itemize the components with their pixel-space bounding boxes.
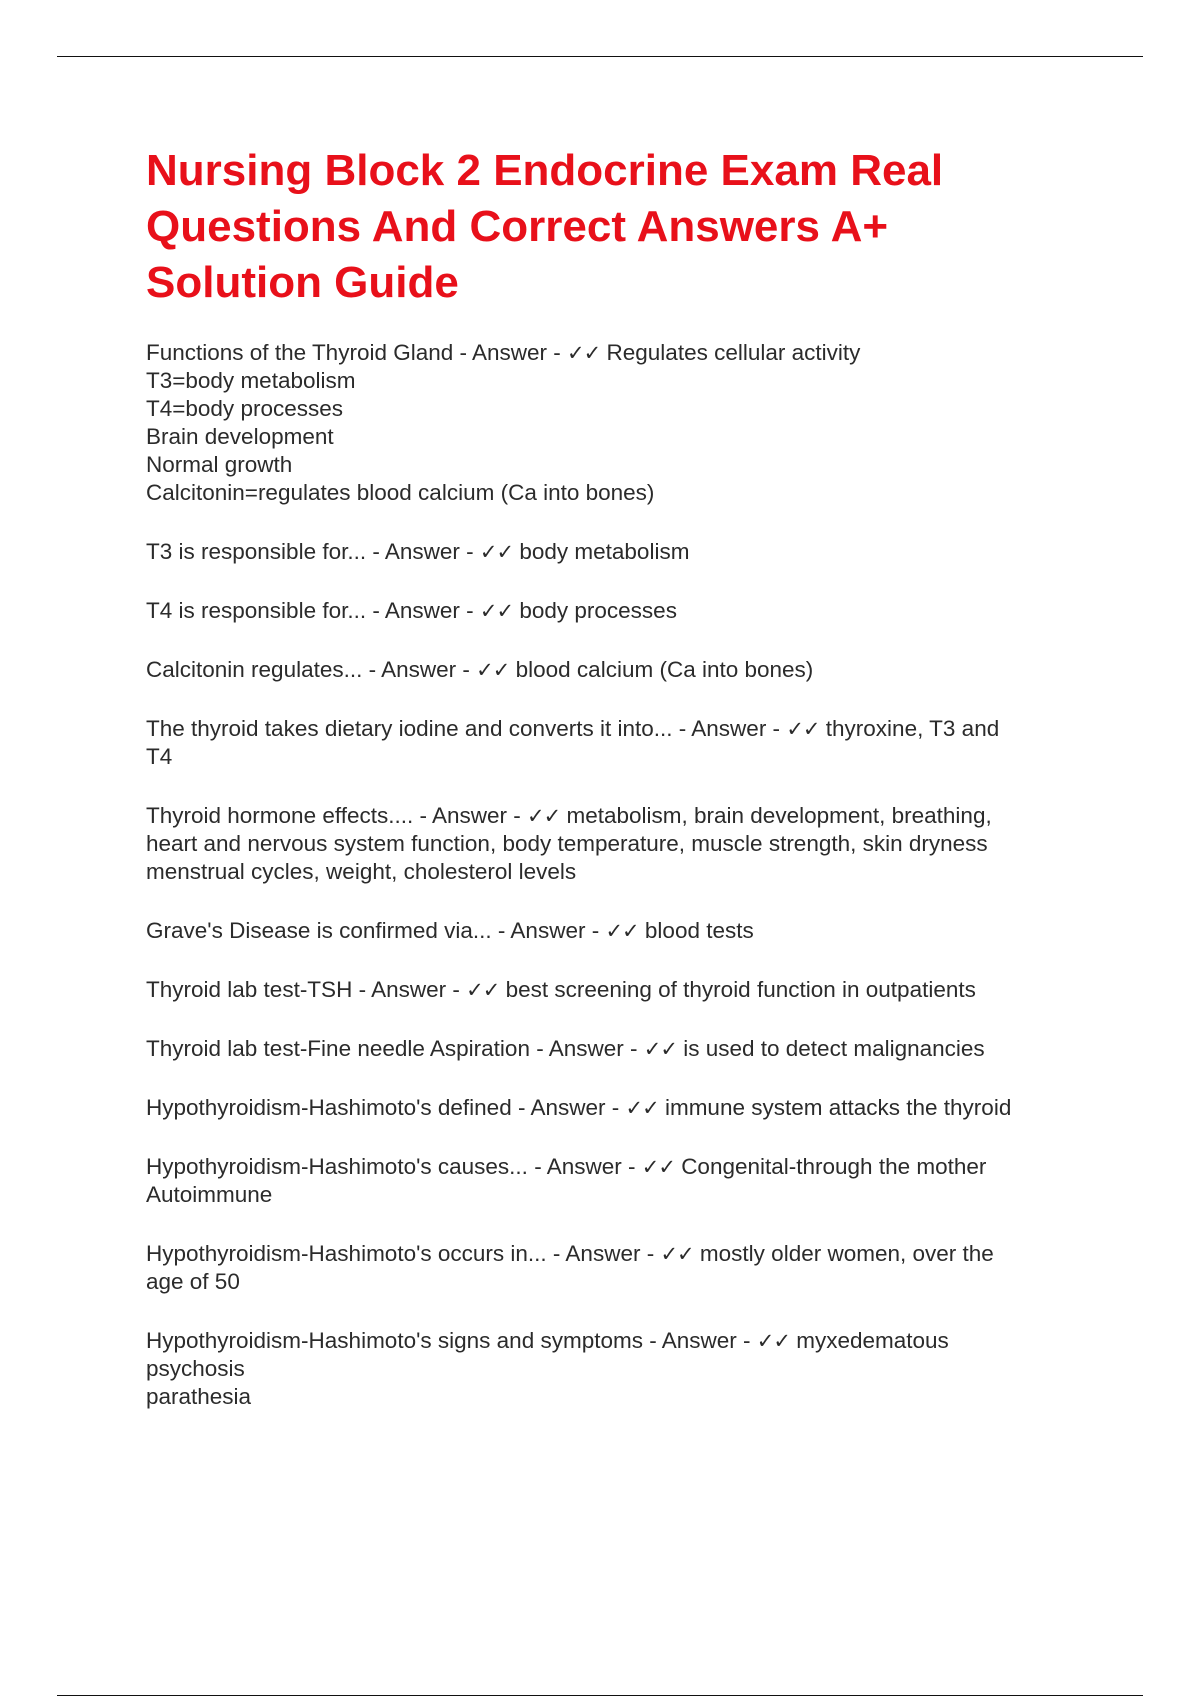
double-check-icon: ✓✓ — [527, 804, 561, 828]
answer-separator: - Answer - — [672, 716, 787, 741]
double-check-icon: ✓✓ — [479, 540, 514, 564]
qa-question: Hypothyroidism-Hashimoto's occurs in... — [146, 1241, 547, 1266]
document-title — [146, 143, 1096, 311]
double-check-icon: ✓✓ — [605, 919, 639, 943]
qa-answer-line: Autoimmune — [146, 1182, 273, 1207]
qa-answer: immune system attacks the thyroid — [664, 1095, 1012, 1120]
qa-question: Hypothyroidism-Hashimoto's signs and symptoms — [146, 1328, 643, 1353]
qa-item — [146, 1327, 1096, 1411]
qa-first-line — [146, 1153, 1096, 1181]
qa-question: Functions of the Thyroid Gland — [146, 340, 454, 365]
qa-answer: blood tests — [644, 918, 754, 943]
answer-separator: - Answer - — [491, 918, 606, 943]
answer-separator: - Answer - — [527, 1154, 642, 1179]
answer-separator: - Answer - — [529, 1036, 644, 1061]
qa-answer: blood calcium (Ca into bones) — [515, 657, 814, 682]
qa-answer-line: Calcitonin=regulates blood calcium (Ca into bones) — [146, 480, 655, 505]
qa-answer: Congenital-through the mother — [681, 1154, 987, 1179]
qa-item — [146, 976, 1096, 1004]
double-check-icon: ✓✓ — [786, 717, 820, 741]
qa-first-line — [146, 976, 1096, 1004]
title-line: Nursing Block 2 Endocrine Exam Real — [146, 146, 944, 195]
double-check-icon: ✓✓ — [625, 1096, 659, 1120]
qa-first-line — [146, 339, 1096, 367]
qa-item — [146, 917, 1096, 945]
qa-question: Thyroid lab test-Fine needle Aspiration — [146, 1036, 530, 1061]
qa-first-line — [146, 1327, 1096, 1355]
qa-question: T4 is responsible for... — [146, 598, 367, 623]
qa-item — [146, 339, 1096, 507]
qa-item — [146, 802, 1096, 886]
qa-answer-line: heart and nervous system function, body temperature, muscle strength, skin dryness — [146, 831, 988, 856]
qa-answer-line: Normal growth — [146, 452, 293, 477]
qa-item — [146, 715, 1096, 771]
answer-separator: - Answer - — [453, 340, 568, 365]
qa-answer: body metabolism — [519, 539, 690, 564]
qa-item — [146, 1035, 1096, 1063]
qa-answer-line: menstrual cycles, weight, cholesterol levels — [146, 859, 577, 884]
qa-first-line — [146, 917, 1096, 945]
qa-answer-line: T4=body processes — [146, 396, 343, 421]
double-check-icon: ✓✓ — [641, 1155, 675, 1179]
qa-answer: metabolism, brain development, breathing, — [566, 803, 992, 828]
qa-answer: best screening of thyroid function in outpatients — [505, 977, 976, 1002]
qa-question: Hypothyroidism-Hashimoto's causes... — [146, 1154, 528, 1179]
double-check-icon: ✓✓ — [660, 1242, 694, 1266]
double-check-icon: ✓✓ — [643, 1037, 677, 1061]
qa-first-line — [146, 1240, 1096, 1268]
title-line: Solution Guide — [146, 258, 459, 307]
qa-answer: body processes — [519, 598, 677, 623]
qa-item — [146, 1240, 1096, 1296]
qa-answer-line: T3=body metabolism — [146, 368, 356, 393]
qa-question: Hypothyroidism-Hashimoto's defined — [146, 1095, 512, 1120]
qa-answer-line: T4 — [146, 744, 173, 769]
qa-first-line — [146, 656, 1096, 684]
document-body — [146, 143, 1096, 1442]
qa-answer: myxedematous — [796, 1328, 949, 1353]
qa-item — [146, 656, 1096, 684]
qa-question: Thyroid lab test-TSH — [146, 977, 353, 1002]
qa-answer: is used to detect malignancies — [683, 1036, 985, 1061]
qa-item — [146, 1094, 1096, 1122]
qa-first-line — [146, 597, 1096, 625]
qa-answer-line: parathesia — [146, 1384, 252, 1409]
qa-question: T3 is responsible for... — [146, 539, 367, 564]
answer-separator: - Answer - — [546, 1241, 661, 1266]
qa-answer: Regulates cellular activity — [606, 340, 861, 365]
double-check-icon: ✓✓ — [479, 599, 514, 623]
qa-answer-line: Brain development — [146, 424, 334, 449]
answer-separator: - Answer - — [642, 1328, 757, 1353]
answer-separator: - Answer - — [352, 977, 467, 1002]
qa-question: Calcitonin regulates... — [146, 657, 363, 682]
bottom-divider — [57, 1695, 1143, 1696]
qa-answer-line: psychosis — [146, 1356, 245, 1381]
answer-separator: - Answer - — [511, 1095, 626, 1120]
qa-answer-line: age of 50 — [146, 1269, 240, 1294]
qa-question: Grave's Disease is confirmed via... — [146, 918, 492, 943]
qa-item — [146, 1153, 1096, 1209]
qa-first-line — [146, 802, 1096, 830]
qa-question: The thyroid takes dietary iodine and converts it into... — [146, 716, 673, 741]
double-check-icon: ✓✓ — [466, 978, 500, 1002]
qa-question: Thyroid hormone effects.... — [146, 803, 414, 828]
top-divider — [57, 56, 1143, 57]
double-check-icon: ✓✓ — [756, 1329, 790, 1353]
qa-first-line — [146, 715, 1096, 743]
answer-separator: - Answer - — [413, 803, 527, 828]
qa-item — [146, 597, 1096, 625]
double-check-icon: ✓✓ — [476, 658, 510, 682]
answer-separator: - Answer - — [366, 598, 480, 623]
qa-list — [146, 339, 1096, 1411]
qa-answer: mostly older women, over the — [699, 1241, 994, 1266]
qa-first-line — [146, 538, 1096, 566]
qa-first-line — [146, 1094, 1096, 1122]
qa-item — [146, 538, 1096, 566]
double-check-icon: ✓✓ — [567, 341, 601, 365]
qa-answer: thyroxine, T3 and — [825, 716, 1000, 741]
answer-separator: - Answer - — [362, 657, 477, 682]
title-line: Questions And Correct Answers A+ — [146, 202, 889, 251]
answer-separator: - Answer - — [366, 539, 480, 564]
qa-first-line — [146, 1035, 1096, 1063]
